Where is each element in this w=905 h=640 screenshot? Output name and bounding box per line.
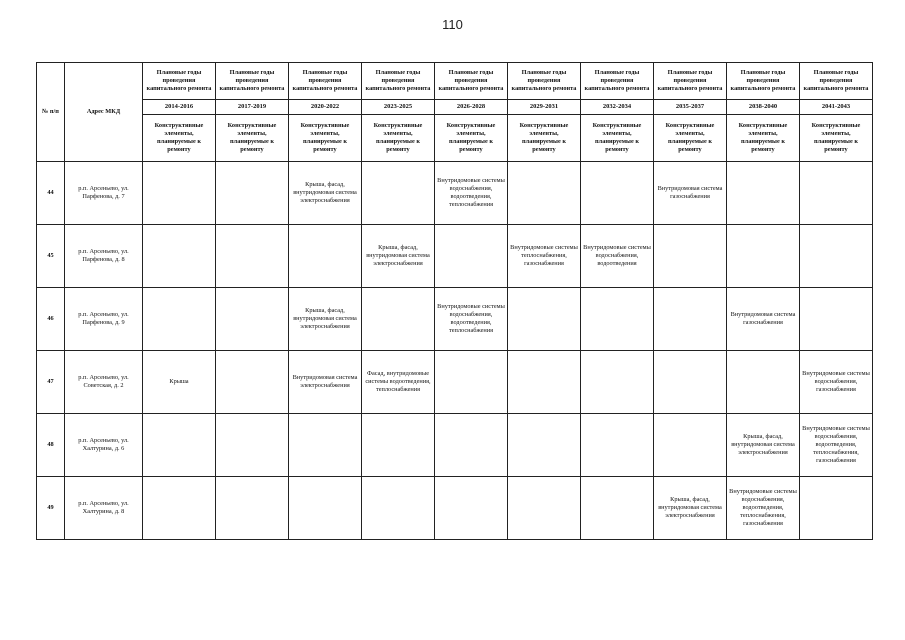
repair-elements-cell <box>362 162 435 225</box>
repair-elements-cell <box>508 162 581 225</box>
header-period-group: Плановые годы проведения капитального ремонта <box>727 63 800 100</box>
table-row <box>37 162 873 225</box>
row-address: р.п. Арсеньево, ул. Халтурина, д. 6 <box>65 414 143 477</box>
repair-elements-cell <box>800 162 873 225</box>
page-number: 110 <box>442 17 463 32</box>
header-num: № п/п <box>37 63 65 162</box>
header-elements-label: Конструктивные элементы, планируемые к ремонту <box>143 115 216 162</box>
repair-elements-cell <box>654 225 727 288</box>
row-number: 48 <box>37 414 65 477</box>
repair-elements-cell <box>143 225 216 288</box>
repair-elements-cell <box>581 477 654 540</box>
repair-elements-cell <box>289 477 362 540</box>
table-row <box>37 225 873 288</box>
header-period-group: Плановые годы проведения капитального ремонта <box>289 63 362 100</box>
repair-elements-cell <box>800 477 873 540</box>
header-period: 2017-2019 <box>216 100 289 115</box>
repair-elements-cell: Крыша, фасад, внутридомовая система электроснабжения <box>654 477 727 540</box>
repair-elements-cell <box>289 414 362 477</box>
header-elements-label: Конструктивные элементы, планируемые к ремонту <box>654 115 727 162</box>
row-address: р.п. Арсеньево, ул. Парфенова, д. 8 <box>65 225 143 288</box>
repair-elements-cell <box>581 414 654 477</box>
repair-elements-cell <box>508 477 581 540</box>
header-period: 2026-2028 <box>435 100 508 115</box>
repair-elements-cell: Внутридомовые системы теплоснабжения, газоснабжения <box>508 225 581 288</box>
row-address: р.п. Арсеньево, ул. Парфенова, д. 7 <box>65 162 143 225</box>
repair-elements-cell <box>216 414 289 477</box>
repair-elements-cell <box>143 288 216 351</box>
header-period-group: Плановые годы проведения капитального ремонта <box>143 63 216 100</box>
row-number: 47 <box>37 351 65 414</box>
header-row-periods <box>37 100 873 115</box>
header-period: 2041-2043 <box>800 100 873 115</box>
repair-elements-cell <box>143 414 216 477</box>
repair-elements-cell <box>800 288 873 351</box>
repair-elements-cell: Внутридомовая система электроснабжения <box>289 351 362 414</box>
table-row <box>37 477 873 540</box>
repair-elements-cell <box>581 162 654 225</box>
repair-elements-cell <box>362 477 435 540</box>
row-number: 45 <box>37 225 65 288</box>
header-period-group: Плановые годы проведения капитального ремонта <box>435 63 508 100</box>
header-period-group: Плановые годы проведения капитального ремонта <box>654 63 727 100</box>
repair-elements-cell <box>435 351 508 414</box>
repair-elements-cell: Внутридомовые системы водоснабжения, газоснабжения <box>800 351 873 414</box>
repair-elements-cell: Внутридомовая система газоснабжения <box>654 162 727 225</box>
header-period-group: Плановые годы проведения капитального ремонта <box>581 63 654 100</box>
row-number: 49 <box>37 477 65 540</box>
header-period-group: Плановые годы проведения капитального ремонта <box>216 63 289 100</box>
header-elements-label: Конструктивные элементы, планируемые к ремонту <box>581 115 654 162</box>
repair-elements-cell <box>654 351 727 414</box>
table-row <box>37 351 873 414</box>
header-period: 2023-2025 <box>362 100 435 115</box>
repair-elements-cell: Внутридомовые системы водоснабжения, водоотведения, теплоснабжения, газоснабжения <box>727 477 800 540</box>
repair-elements-cell <box>508 351 581 414</box>
repair-elements-cell: Крыша, фасад, внутридомовая система электроснабжения <box>362 225 435 288</box>
repair-elements-cell <box>362 288 435 351</box>
repair-elements-cell <box>435 414 508 477</box>
header-period-group: Плановые годы проведения капитального ремонта <box>800 63 873 100</box>
header-elements-label: Конструктивные элементы, планируемые к ремонту <box>216 115 289 162</box>
header-elements-label: Конструктивные элементы, планируемые к ремонту <box>289 115 362 162</box>
repair-elements-cell <box>435 477 508 540</box>
header-period: 2020-2022 <box>289 100 362 115</box>
repair-elements-cell <box>508 414 581 477</box>
header-elements-label: Конструктивные элементы, планируемые к ремонту <box>508 115 581 162</box>
repair-elements-cell <box>581 288 654 351</box>
header-row-groups <box>37 63 873 100</box>
repair-elements-cell: Внутридомовые системы водоснабжения, водоотведения, теплоснабжения <box>435 288 508 351</box>
header-period: 2038-2040 <box>727 100 800 115</box>
header-elements-label: Конструктивные элементы, планируемые к ремонту <box>435 115 508 162</box>
repair-elements-cell: Внутридомовые системы водоснабжения, водоотведения <box>581 225 654 288</box>
repair-elements-cell: Внутридомовые системы водоснабжения, водоотведения, теплоснабжения <box>435 162 508 225</box>
header-period-group: Плановые годы проведения капитального ремонта <box>362 63 435 100</box>
repair-elements-cell: Внутридомовая система газоснабжения <box>727 288 800 351</box>
repair-elements-cell <box>362 414 435 477</box>
header-elements-label: Конструктивные элементы, планируемые к ремонту <box>727 115 800 162</box>
header-period: 2014-2016 <box>143 100 216 115</box>
row-number: 46 <box>37 288 65 351</box>
row-number: 44 <box>37 162 65 225</box>
repair-elements-cell <box>727 162 800 225</box>
header-row-elements <box>37 115 873 162</box>
row-address: р.п. Арсеньево, ул. Советская, д. 2 <box>65 351 143 414</box>
repair-elements-cell <box>216 225 289 288</box>
header-period-group: Плановые годы проведения капитального ремонта <box>508 63 581 100</box>
repair-elements-cell <box>508 288 581 351</box>
row-address: р.п. Арсеньево, ул. Парфенова, д. 9 <box>65 288 143 351</box>
repair-elements-cell <box>216 477 289 540</box>
repair-elements-cell <box>289 225 362 288</box>
repair-elements-cell <box>435 225 508 288</box>
repair-elements-cell: Крыша <box>143 351 216 414</box>
header-period: 2035-2037 <box>654 100 727 115</box>
repair-elements-cell <box>727 351 800 414</box>
table-row <box>37 414 873 477</box>
header-elements-label: Конструктивные элементы, планируемые к ремонту <box>362 115 435 162</box>
header-address: Адрес МКД <box>65 63 143 162</box>
repair-elements-cell <box>216 162 289 225</box>
repair-elements-cell <box>581 351 654 414</box>
header-elements-label: Конструктивные элементы, планируемые к ремонту <box>800 115 873 162</box>
repair-elements-cell: Крыша, фасад, внутридомовая система электроснабжения <box>289 162 362 225</box>
repair-elements-cell <box>727 225 800 288</box>
repair-elements-cell <box>654 288 727 351</box>
repair-elements-cell <box>216 288 289 351</box>
table-row <box>37 288 873 351</box>
repair-elements-cell <box>800 225 873 288</box>
repair-elements-cell <box>143 162 216 225</box>
repair-elements-cell <box>143 477 216 540</box>
repair-elements-cell: Фасад, внутридомовые системы водоотведения, теплоснабжения <box>362 351 435 414</box>
row-address: р.п. Арсеньево, ул. Халтурина, д. 8 <box>65 477 143 540</box>
repair-elements-cell: Внутридомовые системы водоснабжения, водоотведения, теплоснабжения, газоснабжения <box>800 414 873 477</box>
repair-elements-cell: Крыша, фасад, внутридомовая система электроснабжения <box>727 414 800 477</box>
repair-elements-cell: Крыша, фасад, внутридомовая система электроснабжения <box>289 288 362 351</box>
capital-repair-plan-table <box>36 62 873 540</box>
header-period: 2029-2031 <box>508 100 581 115</box>
repair-elements-cell <box>654 414 727 477</box>
repair-elements-cell <box>216 351 289 414</box>
header-period: 2032-2034 <box>581 100 654 115</box>
